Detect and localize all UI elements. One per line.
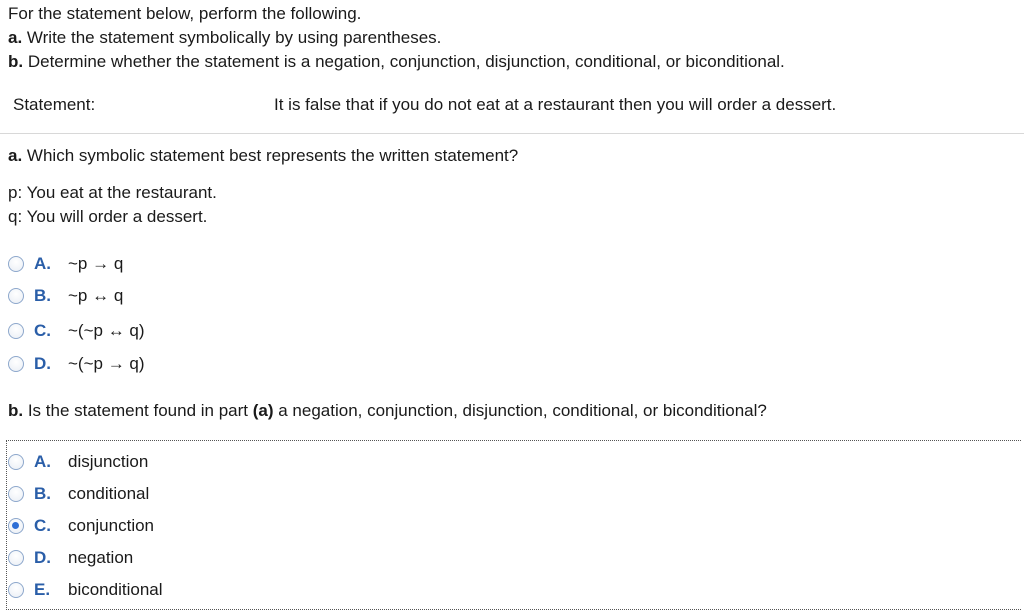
part-b-label: b. <box>8 401 24 420</box>
option-text: negation <box>68 548 134 567</box>
radio-button[interactable] <box>8 256 24 272</box>
option-letter: C. <box>34 321 51 340</box>
option-letter: D. <box>34 354 51 373</box>
part-b-option-c[interactable] <box>8 515 154 537</box>
option-letter: B. <box>34 484 51 503</box>
part-a-question <box>8 146 518 166</box>
instruction-label-a: a. <box>8 28 23 47</box>
radio-button[interactable] <box>8 454 24 470</box>
option-text: ~p → q <box>68 254 124 273</box>
radio-button-selected[interactable] <box>8 518 24 534</box>
part-b-question <box>8 401 767 421</box>
part-a-option-b[interactable] <box>8 285 123 307</box>
radio-button[interactable] <box>8 323 24 339</box>
instruction-label-b: b. <box>8 52 24 71</box>
instruction-text-b: Determine whether the statement is a negation, conjunction, disjunction, conditional, or biconditional. <box>23 52 785 71</box>
radio-button[interactable] <box>8 288 24 304</box>
part-a-option-c[interactable] <box>8 320 145 342</box>
part-b-option-d[interactable] <box>8 547 133 569</box>
part-b-question-post: a negation, conjunction, disjunction, conditional, or biconditional? <box>273 401 767 420</box>
radio-button[interactable] <box>8 582 24 598</box>
option-letter: A. <box>34 452 51 471</box>
statement-text: It is false that if you do not eat at a restaurant then you will order a dessert. <box>274 95 837 114</box>
instruction-text-a: Write the statement symbolically by using parentheses. <box>22 28 442 47</box>
option-text: ~(~p ↔ q) <box>68 321 145 340</box>
option-text: disjunction <box>68 452 149 471</box>
option-letter: C. <box>34 516 51 535</box>
part-b-option-b[interactable] <box>8 483 149 505</box>
section-divider <box>0 133 1024 134</box>
option-text: conditional <box>68 484 150 503</box>
p-definition: p: You eat at the restaurant. <box>8 183 217 202</box>
option-text: conjunction <box>68 516 155 535</box>
option-text: biconditional <box>68 580 163 599</box>
part-a-option-a[interactable] <box>8 253 123 275</box>
part-a-option-d[interactable] <box>8 353 145 375</box>
option-letter: E. <box>34 580 51 599</box>
radio-button[interactable] <box>8 356 24 372</box>
option-text: ~(~p → q) <box>68 354 145 373</box>
part-b-question-ref: (a) <box>252 401 274 420</box>
part-a-label: a. <box>8 146 23 165</box>
part-b-question-pre: Is the statement found in part <box>23 401 253 420</box>
part-b-option-a[interactable] <box>8 451 148 473</box>
radio-button[interactable] <box>8 550 24 566</box>
part-b-option-e[interactable] <box>8 579 163 601</box>
statement-label: Statement: <box>13 95 96 114</box>
instruction-line-3 <box>8 52 785 72</box>
option-letter: B. <box>34 286 51 305</box>
instruction-line-1: For the statement below, perform the following. <box>8 4 362 23</box>
option-letter: A. <box>34 254 51 273</box>
instruction-line-2 <box>8 28 441 48</box>
q-definition: q: You will order a dessert. <box>8 207 208 226</box>
part-a-question-text: Which symbolic statement best represents the written statement? <box>22 146 519 165</box>
option-text: ~p ↔ q <box>68 286 124 305</box>
option-letter: D. <box>34 548 51 567</box>
radio-button[interactable] <box>8 486 24 502</box>
